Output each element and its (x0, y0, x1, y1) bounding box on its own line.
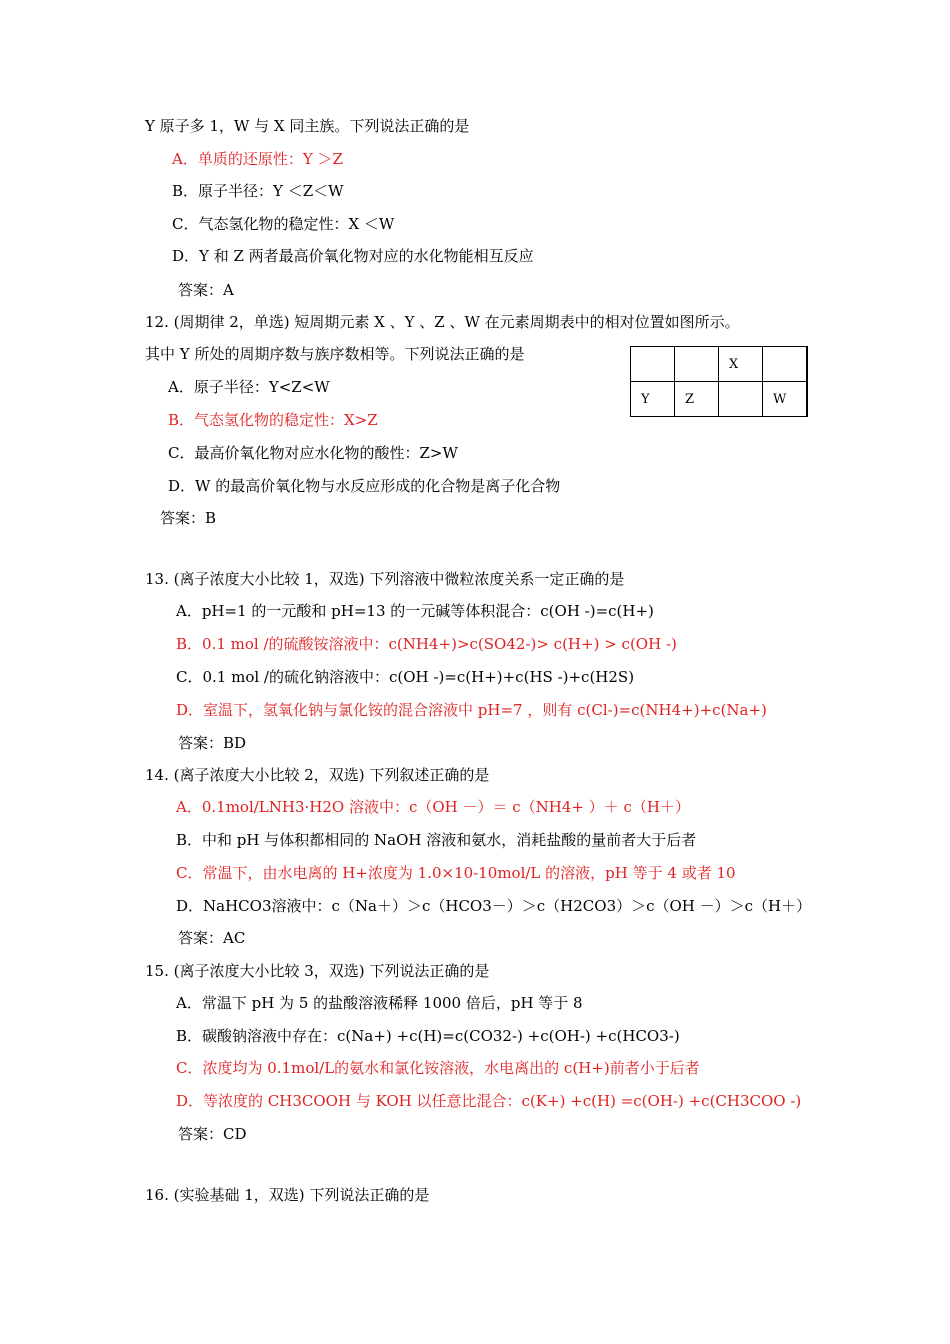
q15-option-c: C．浓度均为 0.1mol/L的氨水和氯化铵溶液，水电离出的 c(H+)前者小于后者 (176, 1059, 700, 1077)
table-cell (631, 347, 675, 382)
table-cell: Z (675, 382, 719, 417)
q11-option-d: D．Y 和 Z 两者最高价氧化物对应的水化物能相互反应 (172, 247, 534, 265)
table-cell (675, 347, 719, 382)
q12-answer: 答案：B (160, 509, 217, 527)
q16-stem: 16. (实验基础 1，双选) 下列说法正确的是 (145, 1186, 430, 1204)
q12-option-d: D．W 的最高价氧化物与水反应形成的化合物是离子化合物 (168, 477, 561, 495)
q11-answer: 答案：A (178, 281, 234, 299)
q12-stem-line1: 12. (周期律 2，单选) 短周期元素 X 、Y 、Z 、W 在元素周期表中的相对位置如图所示。 (145, 313, 740, 331)
q14-option-c: C．常温下，由水电离的 H+浓度为 1.0×10-10mol/L 的溶液，pH 等于 4 或者 10 (176, 864, 736, 882)
q11-stem: Y 原子多 1，W 与 X 同主族。下列说法正确的是 (145, 117, 470, 135)
q14-option-b: B．中和 pH 与体积都相同的 NaOH 溶液和氨水，消耗盐酸的量前者大于后者 (176, 831, 697, 849)
q14-option-a: A．0.1mol/LNH3·H2O 溶液中：c（OH －）＝ c（NH4+ ）＋ c（H＋） (176, 798, 691, 816)
q13-stem: 13. (离子浓度大小比较 1，双选) 下列溶液中微粒浓度关系一定正确的是 (145, 570, 625, 588)
q12-option-b: B．气态氢化物的稳定性：X>Z (168, 411, 378, 429)
q15-stem: 15. (离子浓度大小比较 3，双选) 下列说法正确的是 (145, 962, 490, 980)
table-cell: Y (631, 382, 675, 417)
q14-stem: 14. (离子浓度大小比较 2，双选) 下列叙述正确的是 (145, 766, 490, 784)
q15-option-b: B．碳酸钠溶液中存在：c(Na+) +c(H)=c(CO32-) +c(OH-) +c(HCO3-) (176, 1027, 680, 1045)
q13-option-c: C．0.1 mol /的硫化钠溶液中：c(OH -)=c(H+)+c(HS -)+c(H2S) (176, 668, 635, 686)
q11-option-b: B．原子半径：Y ＜Z＜W (172, 182, 344, 200)
table-cell: X (719, 347, 763, 382)
q14-answer: 答案：AC (178, 929, 246, 947)
q13-option-d: D．室温下，氢氧化钠与氯化铵的混合溶液中 pH=7 ，则有 c(Cl-)=c(NH4+)+c(Na+) (176, 701, 767, 719)
q15-answer: 答案：CD (178, 1125, 247, 1143)
q14-option-d: D．NaHCO3溶液中：c（Na＋）＞c（HCO3－）＞c（H2CO3）＞c（OH －）＞c（H＋） (176, 897, 812, 915)
table-cell (763, 347, 807, 382)
table-cell: W (763, 382, 807, 417)
q13-option-a: A．pH=1 的一元酸和 pH=13 的一元碱等体积混合：c(OH -)=c(H+) (176, 602, 654, 620)
table-cell (719, 382, 763, 417)
q12-stem-line2: 其中 Y 所处的周期序数与族序数相等。下列说法正确的是 (145, 345, 525, 363)
periodic-position-table (630, 346, 808, 417)
table-row (631, 382, 807, 417)
q13-option-b: B．0.1 mol /的硫酸铵溶液中：c(NH4+)>c(SO42-)> c(H+) > c(OH -) (176, 635, 677, 653)
q12-option-c: C．最高价氧化物对应水化物的酸性：Z>W (168, 444, 458, 462)
q11-option-a: A．单质的还原性：Y ＞Z (172, 150, 343, 168)
q12-option-a: A．原子半径：Y<Z<W (168, 378, 330, 396)
q13-answer: 答案：BD (178, 734, 247, 752)
q15-option-d: D．等浓度的 CH3COOH 与 KOH 以任意比混合：c(K+) +c(H) =c(OH-) +c(CH3COO -) (176, 1092, 802, 1110)
q11-option-c: C．气态氢化物的稳定性：X ＜W (172, 215, 395, 233)
table-row (631, 347, 807, 382)
q15-option-a: A．常温下 pH 为 5 的盐酸溶液稀释 1000 倍后，pH 等于 8 (176, 994, 583, 1012)
